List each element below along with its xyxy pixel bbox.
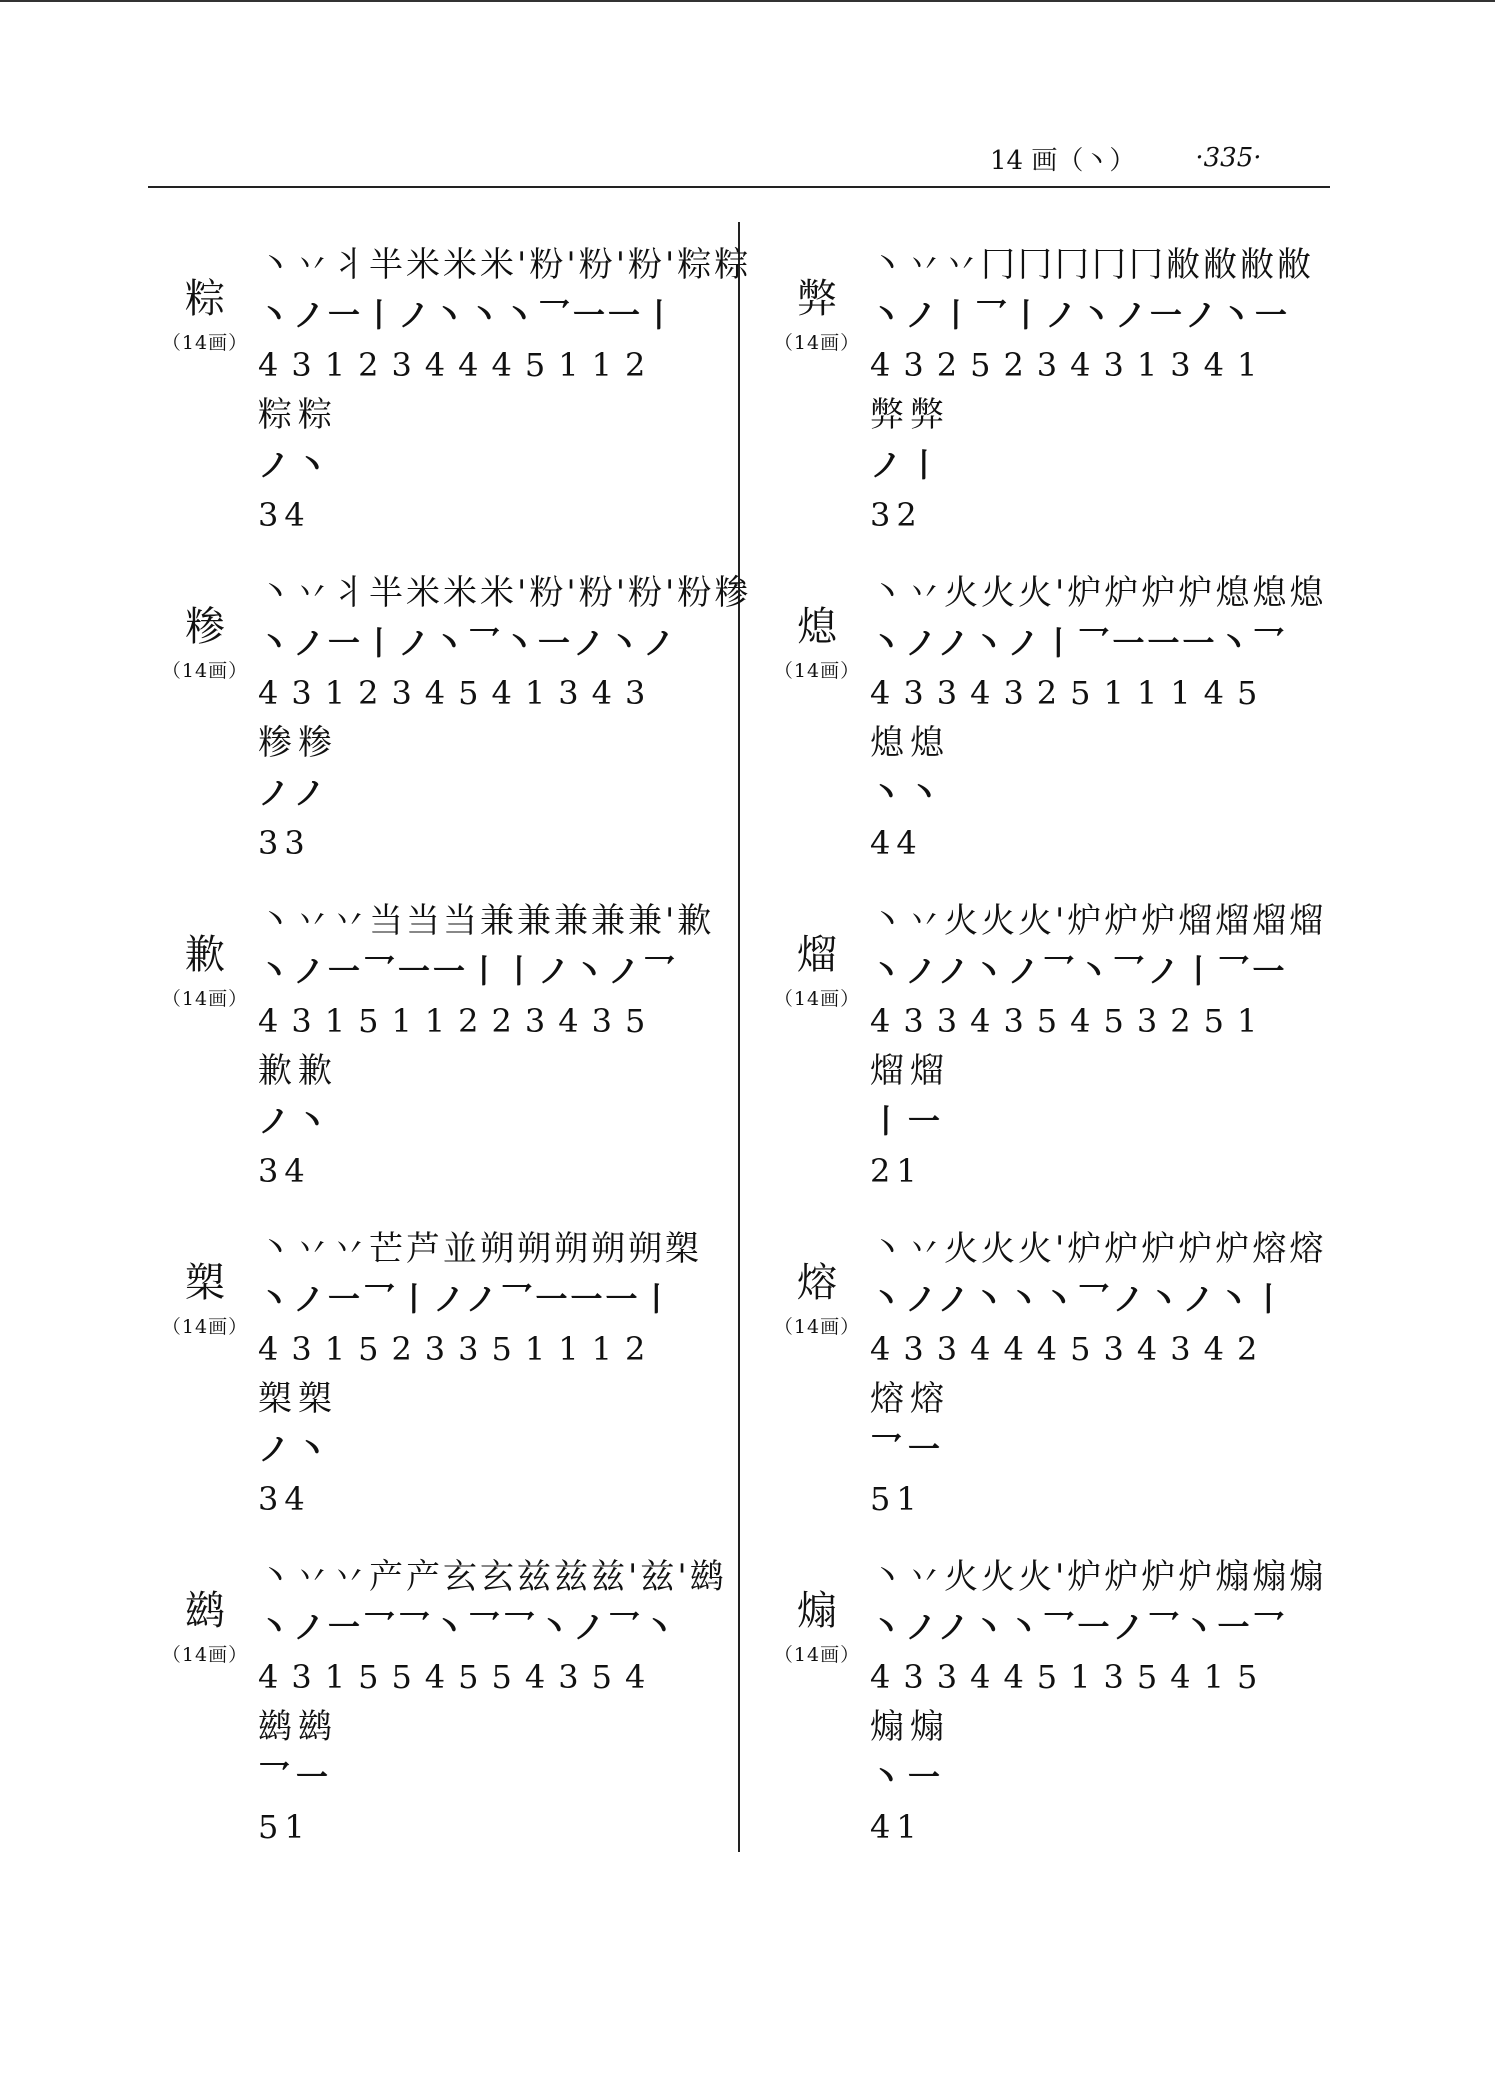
char-entry <box>150 240 752 568</box>
entry-body <box>258 1224 718 1524</box>
entry-head <box>150 602 260 683</box>
stroke-numbers: 433444534342 <box>870 1330 1271 1368</box>
stroke-count: （14画） <box>773 660 861 682</box>
stroke-count: （14画） <box>161 1316 249 1338</box>
entry-body <box>258 896 718 1196</box>
stroke-shapes: 丶ノ一乛乛丶乛乛丶ノ乛丶 <box>258 1608 679 1646</box>
stroke-numbers-cont: 21 <box>870 1152 923 1190</box>
stroke-shapes: 丶ノ一乛一一丨丨ノ丶ノ乛 <box>258 952 679 990</box>
stroke-numbers: 432523431341 <box>870 346 1271 384</box>
entry-body <box>870 896 1330 1196</box>
stroke-shapes: 丶ノノ丶丶乛一ノ乛丶一乛 <box>870 1608 1288 1646</box>
entry-body <box>870 240 1330 540</box>
head-character: 煽 <box>797 1588 837 1634</box>
char-entry <box>150 568 752 896</box>
stroke-numbers: 433432511145 <box>870 674 1271 712</box>
stroke-numbers-cont: 44 <box>870 824 923 862</box>
stroke-numbers-cont: 51 <box>870 1480 923 1518</box>
stroke-shapes-cont: ノ丶 <box>258 1102 335 1140</box>
entry-head <box>150 274 260 355</box>
stroke-progression: 丶丷丷当当当兼兼兼兼兼'歉 <box>258 901 715 941</box>
stroke-shapes-cont: 乛一 <box>870 1430 947 1468</box>
stroke-progression-cont: 熄熄 <box>870 723 950 763</box>
page-header <box>990 138 1340 178</box>
head-character: 熔 <box>797 1260 837 1306</box>
entry-head <box>150 1586 260 1667</box>
head-character: 歉 <box>185 932 225 978</box>
stroke-numbers: 433445135415 <box>870 1658 1271 1696</box>
stroke-count: （14画） <box>161 332 249 354</box>
stroke-count: （14画） <box>161 660 249 682</box>
stroke-numbers: 431234541343 <box>258 674 659 712</box>
stroke-numbers: 431511223435 <box>258 1002 659 1040</box>
char-entry <box>150 1224 710 1552</box>
stroke-numbers-cont: 34 <box>258 496 311 534</box>
char-entry <box>762 1224 1327 1552</box>
char-entry <box>762 568 1327 896</box>
stroke-progression: 丶丷火火火'炉炉炉熘熘熘熘 <box>870 901 1327 941</box>
stroke-numbers: 431234445112 <box>258 346 659 384</box>
stroke-count: （14画） <box>161 1644 249 1666</box>
stroke-progression: 丶丷丬半米米米'粉'粉'粉'粽粽 <box>258 245 752 285</box>
stroke-shapes-cont: ノ丶 <box>258 1430 335 1468</box>
stroke-numbers: 433435453251 <box>870 1002 1271 1040</box>
stroke-progression-cont: 煽煽 <box>870 1707 950 1747</box>
stroke-count: （14画） <box>161 988 249 1010</box>
section-label: 14 画（丶） <box>990 145 1136 176</box>
stroke-progression: 丶丷火火火'炉炉炉炉煽煽煽 <box>870 1557 1327 1597</box>
stroke-progression-cont: 槊槊 <box>258 1379 338 1419</box>
stroke-progression-cont: 粽粽 <box>258 395 338 435</box>
char-entry <box>762 896 1327 1224</box>
entry-head <box>150 930 260 1011</box>
page-number: ·335· <box>1195 143 1262 173</box>
stroke-shapes: 丶ノ一丨ノ丶乛丶一ノ丶ノ <box>258 624 679 662</box>
stroke-numbers: 431523351112 <box>258 1330 659 1368</box>
stroke-progression: 丶丷火火火'炉炉炉炉炉熔熔 <box>870 1229 1327 1269</box>
stroke-count: （14画） <box>773 332 861 354</box>
stroke-progression: 丶丷丷芒芦並朔朔朔朔朔槊 <box>258 1229 702 1269</box>
entry-head <box>762 1586 872 1667</box>
stroke-progression: 丶丷丬半米米米'粉'粉'粉'粉糁 <box>258 573 752 613</box>
stroke-progression-cont: 熘熘 <box>870 1051 950 1091</box>
entry-head <box>150 1258 260 1339</box>
stroke-count: （14画） <box>773 1316 861 1338</box>
stroke-count: （14画） <box>773 988 861 1010</box>
entry-body <box>258 568 752 868</box>
stroke-shapes: 丶ノ一丨ノ丶丶丶乛一一丨 <box>258 296 679 334</box>
stroke-shapes: 丶ノノ丶丶丶乛ノ丶ノ丶丨 <box>870 1280 1288 1318</box>
stroke-numbers-cont: 34 <box>258 1152 311 1190</box>
entry-body <box>258 1552 727 1852</box>
column-divider <box>738 222 740 1852</box>
stroke-shapes-cont: ノ丶 <box>258 446 335 484</box>
stroke-progression: 丶丷火火火'炉炉炉炉熄熄熄 <box>870 573 1327 613</box>
stroke-count: （14画） <box>773 1644 861 1666</box>
entry-body <box>258 240 752 540</box>
stroke-progression-cont: 熔熔 <box>870 1379 950 1419</box>
char-entry <box>150 1552 727 1880</box>
stroke-numbers-cont: 41 <box>870 1808 923 1846</box>
entry-head <box>762 1258 872 1339</box>
head-character: 熄 <box>797 604 837 650</box>
stroke-numbers: 431554554354 <box>258 1658 659 1696</box>
stroke-numbers-cont: 33 <box>258 824 311 862</box>
stroke-shapes: 丶ノノ丶ノ丨乛一一一丶乛 <box>870 624 1288 662</box>
entry-body <box>870 1224 1330 1524</box>
head-character: 粽 <box>185 276 225 322</box>
stroke-shapes: 丶ノノ丶ノ乛丶乛ノ丨乛一 <box>870 952 1288 990</box>
stroke-progression-cont: 弊弊 <box>870 395 950 435</box>
stroke-shapes-cont: 丶一 <box>870 1758 947 1796</box>
head-character: 糁 <box>185 604 225 650</box>
stroke-numbers-cont: 32 <box>870 496 923 534</box>
stroke-progression-cont: 歉歉 <box>258 1051 338 1091</box>
stroke-progression-cont: 鹚鹚 <box>258 1707 338 1747</box>
header-rule <box>148 186 1330 188</box>
stroke-numbers-cont: 51 <box>258 1808 311 1846</box>
char-entry <box>762 240 1322 568</box>
head-character: 鹚 <box>185 1588 225 1634</box>
head-character: 熘 <box>797 932 837 978</box>
entry-head <box>762 930 872 1011</box>
right-column <box>762 240 1327 1880</box>
entry-head <box>762 274 872 355</box>
stroke-shapes-cont: 乛一 <box>258 1758 335 1796</box>
stroke-shapes-cont: ノノ <box>258 774 332 812</box>
char-entry <box>150 896 715 1224</box>
head-character: 弊 <box>797 276 837 322</box>
stroke-shapes: 丶ノ一乛丨ノノ乛一一一丨 <box>258 1280 676 1318</box>
stroke-progression-cont: 糁糁 <box>258 723 338 763</box>
entry-head <box>762 602 872 683</box>
stroke-progression: 丶丷丷产产玄玄兹兹兹'兹'鹚 <box>258 1557 727 1597</box>
stroke-shapes: 丶ノ丨乛丨ノ丶ノ一ノ丶一 <box>870 296 1291 334</box>
stroke-progression: 丶丷丷冂冂冂冂冂敝敝敝敝 <box>870 245 1314 285</box>
stroke-numbers-cont: 34 <box>258 1480 311 1518</box>
left-column <box>150 240 752 1880</box>
entry-body <box>870 568 1330 868</box>
entry-body <box>870 1552 1330 1852</box>
head-character: 槊 <box>185 1260 225 1306</box>
stroke-shapes-cont: ノ丨 <box>870 446 947 484</box>
char-entry <box>762 1552 1327 1880</box>
stroke-shapes-cont: 丨一 <box>870 1102 947 1140</box>
stroke-shapes-cont: 丶丶 <box>870 774 947 812</box>
top-border <box>0 0 1495 2</box>
